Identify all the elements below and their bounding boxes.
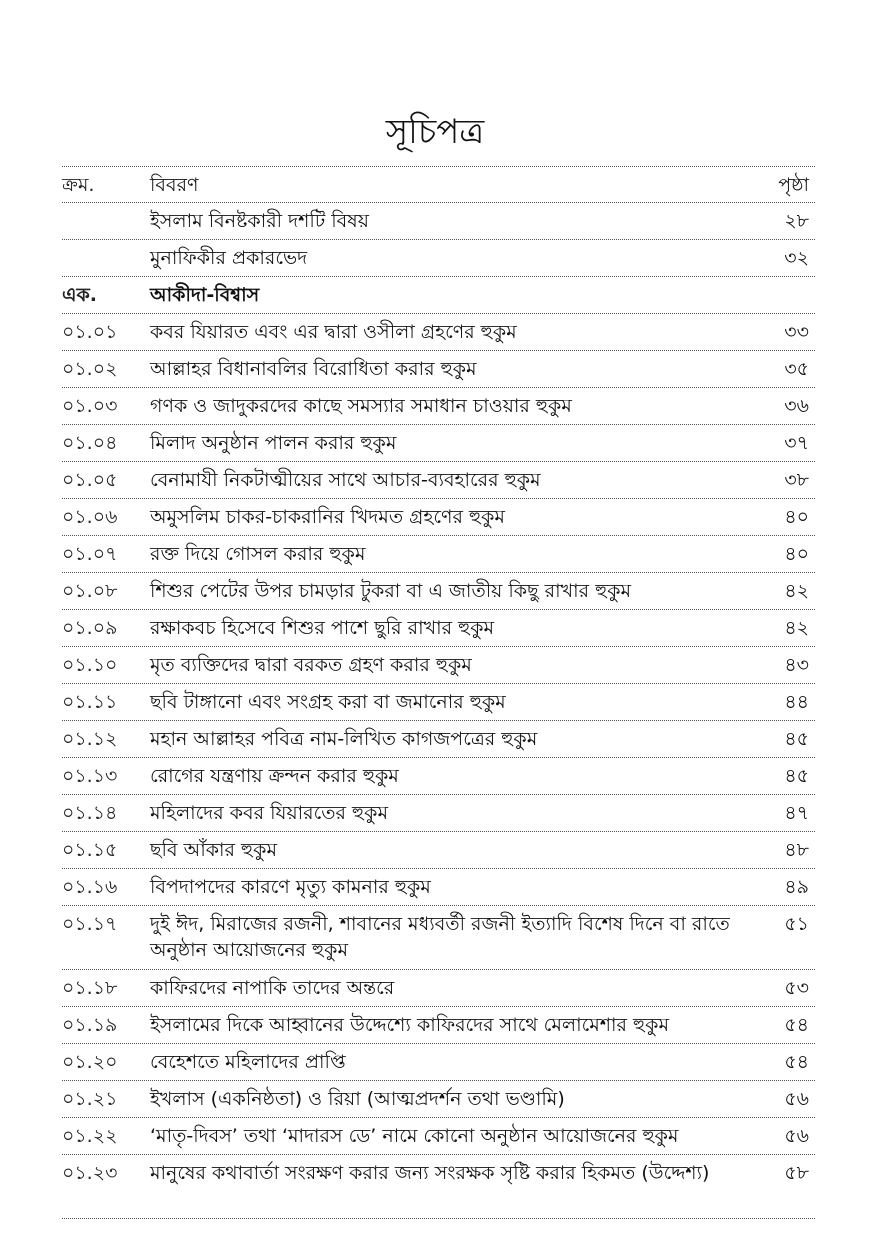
- toc-row-description: গণক ও জাদুকরদের কাছে সমস্যার সমাধান চাওয়ার হুকুম: [150, 395, 572, 417]
- toc-row-number: ০১.২২: [62, 1125, 118, 1147]
- toc-row-number: ০১.০৯: [62, 617, 118, 639]
- toc-row: [62, 869, 815, 906]
- toc-row-page: ৩৬: [784, 395, 809, 417]
- toc-row-description: ইসলাম বিনষ্টকারী দশটি বিষয়: [150, 210, 369, 232]
- toc-row-page: ৪৫: [784, 728, 809, 750]
- toc-row: [62, 499, 815, 536]
- toc-row: [62, 1155, 815, 1219]
- toc-row-description: ইখলাস (একনিষ্ঠতা) ও রিয়া (আত্মপ্রদর্শন তথা ভণ্ডামি): [150, 1088, 565, 1110]
- toc-row-page: ৪২: [784, 580, 809, 602]
- toc-row: [62, 462, 815, 499]
- toc-row-description: মানুষের কথাবার্তা সংরক্ষণ করার জন্য সংরক্ষক সৃষ্টি করার হিকমত (উদ্দেশ্য): [150, 1162, 710, 1184]
- toc-row-number: ০১.০৪: [62, 432, 118, 454]
- toc-row-description: রক্ষাকবচ হিসেবে শিশুর পাশে ছুরি রাখার হুকুম: [150, 617, 495, 639]
- toc-row-description: কাফিরদের নাপাকি তাদের অন্তরে: [150, 977, 395, 999]
- toc-row-number: ০১.১০: [62, 654, 118, 676]
- toc-row-page: ৫৪: [784, 1014, 809, 1036]
- toc-row: [62, 1081, 815, 1118]
- toc-row-description: অমুসলিম চাকর-চাকরানির খিদমত গ্রহণের হুকুম: [150, 506, 505, 528]
- toc-row-number: ০১.০৬: [62, 506, 118, 528]
- toc-row: [62, 573, 815, 610]
- toc-row-page: ৩৮: [784, 469, 809, 491]
- toc-row-description: মহান আল্লাহর পবিত্র নাম-লিখিত কাগজপত্রের হুকুম: [150, 728, 538, 750]
- toc-row-page: ৫৪: [784, 1051, 809, 1073]
- toc-row-page: ৫৬: [784, 1125, 809, 1147]
- toc-row-description: রোগের যন্ত্রণায় ক্রন্দন করার হুকুম: [150, 765, 399, 787]
- toc-row-page: ৫৩: [784, 977, 809, 999]
- toc-row: [62, 388, 815, 425]
- toc-row-description: আকীদা-বিশ্বাস: [150, 284, 260, 306]
- toc-row-page: ৩২: [784, 247, 809, 269]
- toc-row-description: আল্লাহর বিধানাবলির বিরোধিতা করার হুকুম: [150, 358, 477, 380]
- toc-header: [62, 166, 815, 203]
- toc-row: [62, 610, 815, 647]
- table-of-contents: [62, 166, 815, 1219]
- toc-row-page: ৩৩: [784, 321, 809, 343]
- toc-row-description: মিলাদ অনুষ্ঠান পালন করার হুকুম: [150, 432, 397, 454]
- toc-row-number: ০১.১৭: [62, 913, 118, 935]
- toc-row: [62, 536, 815, 573]
- toc-row-page: ৪৮: [784, 839, 809, 861]
- toc-row: [62, 351, 815, 388]
- toc-row-description: শিশুর পেটের উপর চামড়ার টুকরা বা এ জাতীয় কিছু রাখার হুকুম: [150, 580, 632, 602]
- toc-row-number: ০১.২৩: [62, 1162, 118, 1184]
- toc-row-number: ০১.১৬: [62, 876, 118, 898]
- toc-row: [62, 314, 815, 351]
- toc-row-number: ০১.০৭: [62, 543, 118, 565]
- toc-row-page: ৪৫: [784, 765, 809, 787]
- toc-row-page: ৪৭: [784, 802, 809, 824]
- page-title: সূচিপত্র: [385, 112, 485, 152]
- toc-row: [62, 970, 815, 1007]
- toc-row-number: ০১.০১: [62, 321, 118, 343]
- header-page: পৃষ্ঠা: [778, 174, 809, 196]
- toc-row-number: ০১.১৫: [62, 839, 118, 861]
- toc-row-description: বেনামাযী নিকটাত্মীয়ের সাথে আচার-ব্যবহারের হুকুম: [150, 469, 541, 491]
- toc-row-description: ছবি টাঙ্গানো এবং সংগ্রহ করা বা জমানোর হুকুম: [150, 691, 506, 713]
- toc-row: [62, 240, 815, 277]
- toc-row: [62, 425, 815, 462]
- toc-row-number: ০১.২১: [62, 1088, 118, 1110]
- toc-row-page: ৪২: [784, 617, 809, 639]
- toc-row: [62, 647, 815, 684]
- toc-row-page: ৪০: [784, 506, 809, 528]
- toc-row: [62, 203, 815, 240]
- toc-row: [62, 1007, 815, 1044]
- toc-row-description: ‘মাতৃ-দিবস’ তথা ‘মাদারস ডে’ নামে কোনো অনুষ্ঠান আয়োজনের হুকুম: [150, 1125, 679, 1147]
- toc-row-description: মুনাফিকীর প্রকারভেদ: [150, 247, 308, 269]
- toc-row-page: ৫৮: [784, 1162, 809, 1184]
- toc-row: [62, 906, 815, 970]
- toc-row-number: ০১.০৩: [62, 395, 118, 417]
- toc-row-number: ০১.১৪: [62, 802, 118, 824]
- header-desc: বিবরণ: [150, 174, 199, 196]
- toc-row-description: দুই ঈদ, মিরাজের রজনী, শাবানের মধ্যবর্তী রজনী ইত্যাদি বিশেষ দিনে বা রাতে অনুষ্ঠান আয়োজনের হুকুম: [150, 913, 730, 961]
- toc-row: [62, 1044, 815, 1081]
- toc-row-page: ৩৫: [784, 358, 809, 380]
- toc-row-number: এক.: [62, 284, 97, 306]
- toc-row-description: ছবি আঁকার হুকুম: [150, 839, 277, 861]
- toc-row-number: ০১.০২: [62, 358, 118, 380]
- toc-row-page: ৫১: [784, 913, 809, 935]
- toc-row-page: ২৮: [784, 210, 809, 232]
- toc-row-description: ইসলামের দিকে আহ্বানের উদ্দেশ্যে কাফিরদের সাথে মেলামেশার হুকুম: [150, 1014, 670, 1036]
- toc-row-number: ০১.১২: [62, 728, 118, 750]
- toc-row: [62, 758, 815, 795]
- toc-row-number: ০১.১৮: [62, 977, 118, 999]
- toc-row-page: ৪০: [784, 543, 809, 565]
- toc-body: [62, 203, 815, 1219]
- toc-row-page: ৪৪: [784, 691, 809, 713]
- toc-row: [62, 721, 815, 758]
- toc-row-description: রক্ত দিয়ে গোসল করার হুকুম: [150, 543, 366, 565]
- toc-row-page: ৩৭: [784, 432, 809, 454]
- header-num: ক্রম.: [62, 174, 95, 196]
- toc-row-number: ০১.১৯: [62, 1014, 118, 1036]
- toc-row: [62, 1118, 815, 1155]
- toc-row-number: ০১.১১: [62, 691, 118, 713]
- toc-row: [62, 832, 815, 869]
- toc-row: [62, 795, 815, 832]
- toc-row-number: ০১.০৫: [62, 469, 118, 491]
- toc-row: [62, 684, 815, 721]
- toc-row-page: ৪৯: [784, 876, 809, 898]
- toc-row-number: ০১.০৮: [62, 580, 118, 602]
- toc-row-description: মৃত ব্যক্তিদের দ্বারা বরকত গ্রহণ করার হুকুম: [150, 654, 472, 676]
- toc-row: [62, 277, 815, 314]
- toc-row-page: ৪৩: [784, 654, 809, 676]
- toc-row-description: বিপদাপদের কারণে মৃত্যু কামনার হুকুম: [150, 876, 431, 898]
- toc-row-number: ০১.১৩: [62, 765, 118, 787]
- toc-row-description: কবর যিয়ারত এবং এর দ্বারা ওসীলা গ্রহণের হুকুম: [150, 321, 517, 343]
- toc-row-description: মহিলাদের কবর যিয়ারতের হুকুম: [150, 802, 388, 824]
- toc-row-page: ৫৬: [784, 1088, 809, 1110]
- toc-row-description: বেহেশতে মহিলাদের প্রাপ্তি: [150, 1051, 346, 1073]
- toc-row-number: ০১.২০: [62, 1051, 118, 1073]
